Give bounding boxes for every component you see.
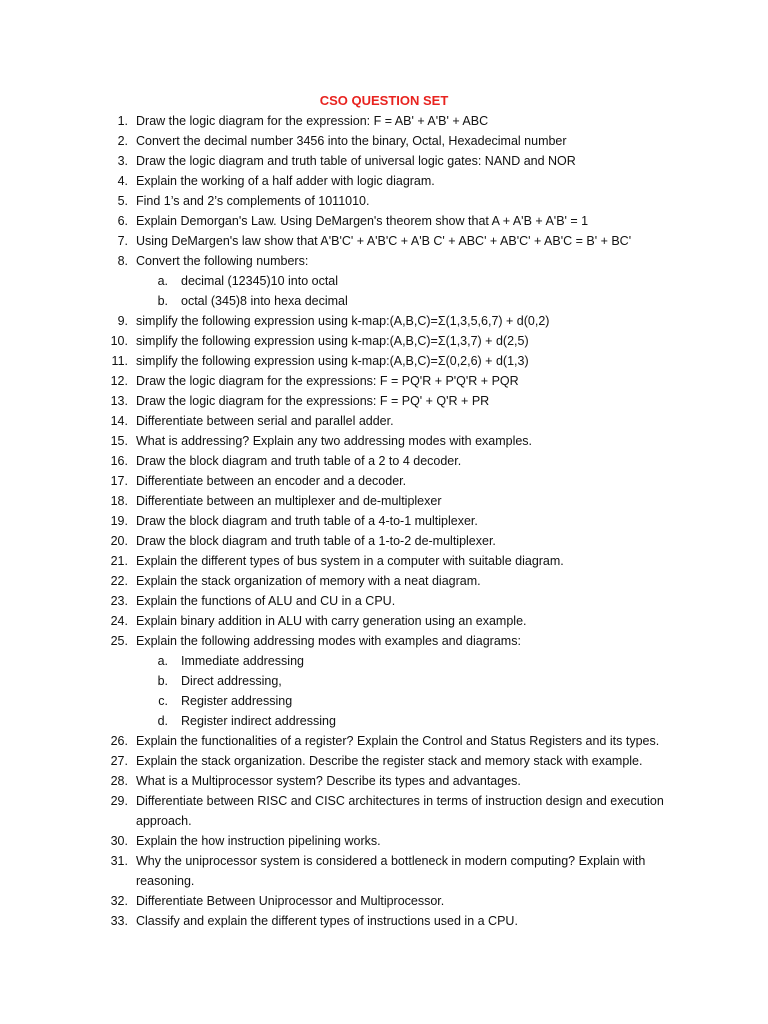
question-item	[0, 151, 768, 171]
question-item	[0, 851, 768, 871]
question-number: 2.	[117, 134, 128, 148]
question-text: Differentiate between serial and parallel adder.	[136, 414, 394, 428]
question-item	[0, 891, 768, 911]
question-text: Explain the functionalities of a register? Explain the Control and Status Registers and its types.	[136, 734, 660, 748]
question-item	[0, 211, 768, 231]
question-number: a.	[157, 654, 168, 668]
question-item	[0, 871, 768, 891]
question-item	[0, 251, 768, 271]
question-item	[0, 591, 768, 611]
question-text: Explain binary addition in ALU with carry generation using an example.	[136, 614, 527, 628]
question-number: 3.	[117, 154, 128, 168]
question-text: Draw the logic diagram for the expressions: F = PQ'R + P'Q'R + PQR	[136, 374, 519, 388]
question-text: Draw the logic diagram and truth table of universal logic gates: NAND and NOR	[136, 154, 576, 168]
question-number: 28.	[110, 774, 128, 788]
question-number: 12.	[110, 374, 128, 388]
page-title: CSO QUESTION SET	[319, 93, 449, 108]
question-item	[0, 511, 768, 531]
question-text: Convert the following numbers:	[136, 254, 309, 268]
question-item	[0, 751, 768, 771]
question-number: 6.	[117, 214, 128, 228]
question-text: simplify the following expression using k-map:(A,B,C)=Σ(0,2,6) + d(1,3)	[136, 354, 529, 368]
question-text: reasoning.	[136, 874, 195, 888]
question-number: b.	[157, 674, 168, 688]
question-text: Differentiate between an encoder and a decoder.	[136, 474, 407, 488]
question-number: 32.	[110, 894, 128, 908]
question-text: What is a Multiprocessor system? Describe its types and advantages.	[136, 774, 521, 788]
question-text: Register addressing	[181, 694, 293, 708]
question-item	[0, 771, 768, 791]
question-text: Find 1’s and 2’s complements of 1011010.	[136, 194, 370, 208]
question-item	[0, 911, 768, 931]
question-item	[0, 551, 768, 571]
question-number: 31.	[110, 854, 128, 868]
question-number: d.	[157, 714, 168, 728]
question-item	[0, 811, 768, 831]
question-text: Explain the how instruction pipelining works.	[136, 834, 381, 848]
question-item	[0, 411, 768, 431]
question-number: c.	[158, 694, 168, 708]
question-text: octal (345)8 into hexa decimal	[181, 294, 348, 308]
question-number: 33.	[110, 914, 128, 928]
question-text: Draw the logic diagram for the expressions: F = PQ' + Q'R + PR	[136, 394, 490, 408]
question-text: Explain the stack organization. Describe the register stack and memory stack with example.	[136, 754, 643, 768]
question-text: Differentiate between an multiplexer and de-multiplexer	[136, 494, 442, 508]
question-item	[0, 311, 768, 331]
question-item	[0, 571, 768, 591]
question-number: 17.	[110, 474, 128, 488]
question-text: Draw the logic diagram for the expression: F = AB' + A'B' + ABC	[136, 114, 489, 128]
question-text: simplify the following expression using k-map:(A,B,C)=Σ(1,3,5,6,7) + d(0,2)	[136, 314, 550, 328]
question-number: 29.	[110, 794, 128, 808]
question-number: 16.	[110, 454, 128, 468]
sub-question-item	[0, 691, 768, 711]
question-text: Using DeMargen's law show that A'B'C' + A'B'C + A'B C' + ABC' + AB'C' + AB'C = B' + BC'	[136, 234, 632, 248]
question-text: Direct addressing,	[181, 674, 282, 688]
question-item	[0, 531, 768, 551]
question-text: Convert the decimal number 3456 into the binary, Octal, Hexadecimal number	[136, 134, 567, 148]
question-number: 10.	[110, 334, 128, 348]
question-text: Explain the stack organization of memory with a neat diagram.	[136, 574, 481, 588]
question-number: 22.	[110, 574, 128, 588]
question-number: 20.	[110, 534, 128, 548]
question-number: 1.	[117, 114, 128, 128]
question-number: 11.	[111, 354, 128, 368]
question-number: 27.	[110, 754, 128, 768]
question-item	[0, 831, 768, 851]
question-number: a.	[157, 274, 168, 288]
question-number: 23.	[110, 594, 128, 608]
question-text: Explain the following addressing modes with examples and diagrams:	[136, 634, 521, 648]
question-text: Why the uniprocessor system is considered a bottleneck in modern computing? Explain with	[136, 854, 646, 868]
question-item	[0, 331, 768, 351]
question-item	[0, 451, 768, 471]
question-number: 24.	[110, 614, 128, 628]
question-text: Immediate addressing	[181, 654, 304, 668]
question-item	[0, 471, 768, 491]
question-text: Register indirect addressing	[181, 714, 336, 728]
question-text: Explain the functions of ALU and CU in a CPU.	[136, 594, 396, 608]
question-number: 26.	[110, 734, 128, 748]
question-number: 21.	[110, 554, 128, 568]
question-text: Explain Demorgan's Law. Using DeMargen's theorem show that A + A'B + A'B' = 1	[136, 214, 589, 228]
question-text: Differentiate Between Uniprocessor and Multiprocessor.	[136, 894, 445, 908]
question-item	[0, 351, 768, 371]
question-text: simplify the following expression using k-map:(A,B,C)=Σ(1,3,7) + d(2,5)	[136, 334, 529, 348]
question-list	[0, 111, 768, 931]
sub-question-item	[0, 271, 768, 291]
question-item	[0, 231, 768, 251]
question-text: approach.	[136, 814, 192, 828]
question-item	[0, 491, 768, 511]
question-item	[0, 131, 768, 151]
question-text: Draw the block diagram and truth table of a 1-to-2 de-multiplexer.	[136, 534, 496, 548]
question-item	[0, 611, 768, 631]
question-number: 15.	[110, 434, 128, 448]
question-number: 7.	[117, 234, 128, 248]
question-item	[0, 431, 768, 451]
question-number: 18.	[110, 494, 128, 508]
question-item	[0, 371, 768, 391]
question-item	[0, 391, 768, 411]
question-text: decimal (12345)10 into octal	[181, 274, 339, 288]
question-text: Draw the block diagram and truth table of a 4-to-1 multiplexer.	[136, 514, 478, 528]
sub-question-item	[0, 671, 768, 691]
question-number: 9.	[117, 314, 128, 328]
question-number: 25.	[110, 634, 128, 648]
sub-question-item	[0, 651, 768, 671]
sub-question-item	[0, 711, 768, 731]
question-number: b.	[157, 294, 168, 308]
question-item	[0, 171, 768, 191]
question-item	[0, 111, 768, 131]
question-item	[0, 191, 768, 211]
question-text: Classify and explain the different types of instructions used in a CPU.	[136, 914, 518, 928]
question-text: Draw the block diagram and truth table of a 2 to 4 decoder.	[136, 454, 462, 468]
question-number: 19.	[110, 514, 128, 528]
question-text: Explain the working of a half adder with logic diagram.	[136, 174, 435, 188]
question-number: 4.	[117, 174, 128, 188]
question-item	[0, 791, 768, 811]
question-item	[0, 731, 768, 751]
question-text: What is addressing? Explain any two addressing modes with examples.	[136, 434, 533, 448]
question-number: 8.	[117, 254, 128, 268]
question-number: 14.	[110, 414, 128, 428]
question-item	[0, 631, 768, 651]
question-text: Explain the different types of bus system in a computer with suitable diagram.	[136, 554, 564, 568]
question-text: Differentiate between RISC and CISC architectures in terms of instruction design and execution	[136, 794, 664, 808]
question-number: 5.	[117, 194, 128, 208]
question-number: 30.	[110, 834, 128, 848]
sub-question-item	[0, 291, 768, 311]
question-number: 13.	[110, 394, 128, 408]
